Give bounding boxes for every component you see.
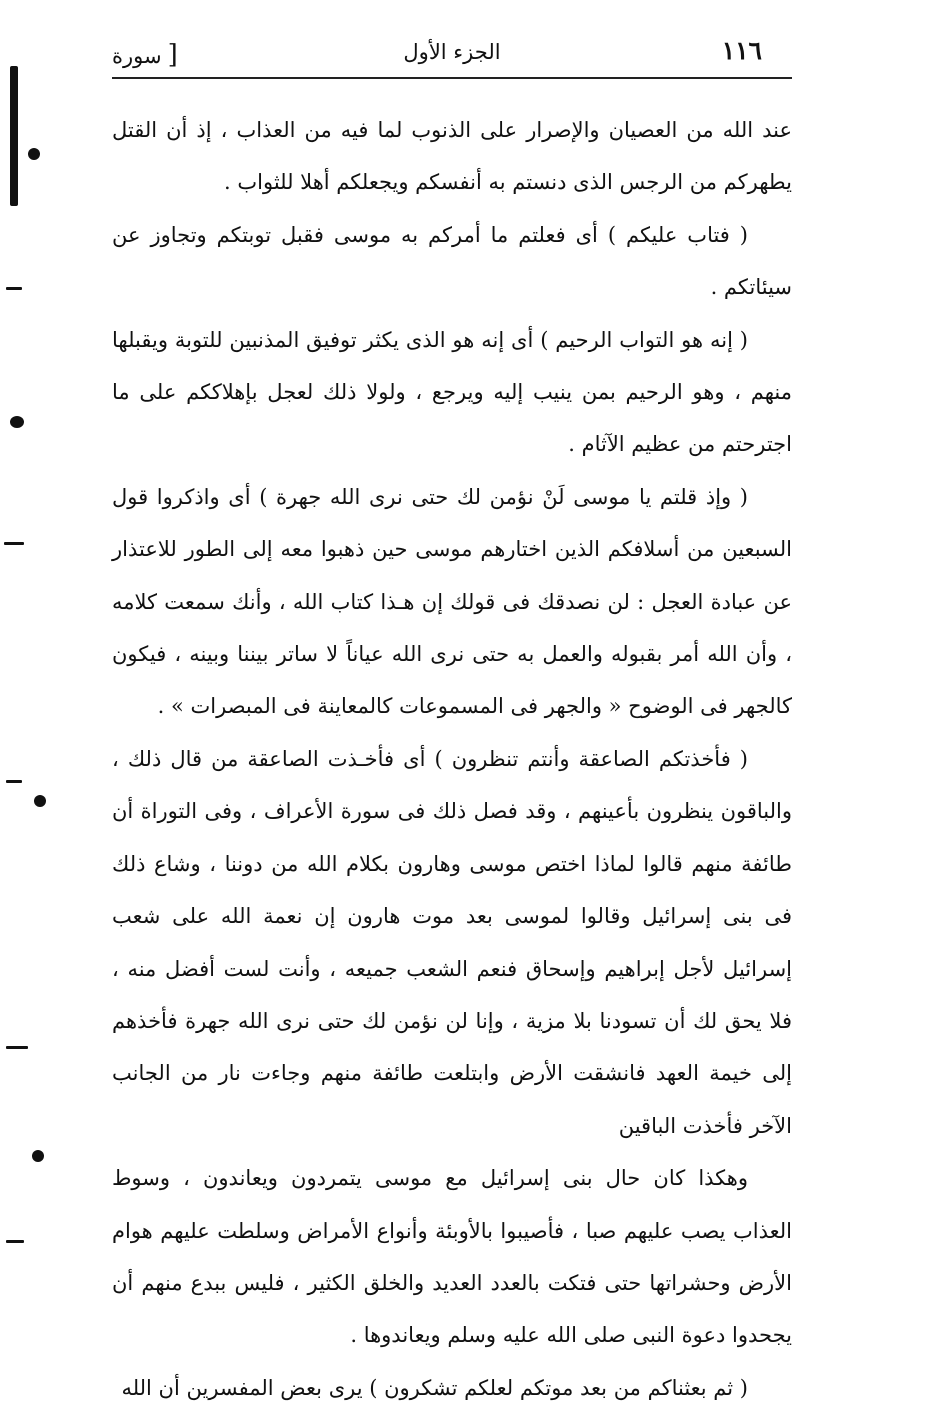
- scan-mark: [6, 780, 22, 783]
- scan-mark: [6, 1240, 24, 1243]
- body-text: [112, 104, 792, 1414]
- ink-blot: [34, 795, 46, 807]
- paragraph: ( إنه هو التواب الرحيم ) أى إنه هو الذى يكثر توفيق المذنبين للتوبة ويقبلها منهم ، وهو الرحيم بمن ينيب إليه ويرجع ، ولولا ذلك لعجل بإهلاككم على ما اجترحتم من عظيم الآثام .: [112, 327, 792, 457]
- surah-label: [112, 40, 178, 70]
- ink-blot: [28, 148, 40, 160]
- scan-edge-marks: [0, 0, 60, 1311]
- page-header: [112, 36, 792, 76]
- running-title: الجزء الأول: [403, 40, 501, 64]
- scan-mark: [6, 287, 22, 290]
- page-number: ١١٦: [721, 36, 762, 65]
- ink-blot: [10, 416, 24, 428]
- ink-blot: [32, 1150, 44, 1162]
- paragraph: ( وإذ قلتم يا موسى لَنْ نؤمن لك حتى نرى الله جهرة ) أى واذكروا قول السبعين من أسلافكم الذين اختارهم موسى حين ذهبوا معه إلى الطور للاعتذار عن عبادة العجل : لن نصدقك فى قولك إن هـذا كتاب الله ، وأنك سمعت كلامه ، وأن الله أمر بقبوله والعمل به حتى نرى الله عياناً لا ساتر بيننا وبينه ، فيكون كالجهر فى الوضوح « والجهر فى المسموعات كالمعاينة فى المبصرات » .: [112, 484, 792, 719]
- surah-label-text: سورة: [112, 44, 162, 68]
- scan-mark: [6, 1046, 28, 1049]
- paragraph: ( فأخذتكم الصاعقة وأنتم تنظرون ) أى فأخـذت الصاعقة من قال ذلك ، والباقون ينظرون بأعينهم ، وقد فصل ذلك فى سورة الأعراف ، وفى التوراة أن طائفة منهم قالوا لماذا اختص موسى وهارون بكلام الله من دوننا ، وشاع ذلك فى بنى إسرائيل وقالوا لموسى بعد موت هارون إن نعمة الله على شعب إسرائيل لأجل إبراهيم وإسحاق فنعم الشعب جميعه ، وأنت لست أفضل منه ، فلا يحق لك أن تسودنا بلا مزية ، وإنا لن نؤمن لك حتى نرى الله جهرة فأخذهم إلى خيمة العهد فانشقت الأرض وابتلعت طائفة منهم وجاءت نار من الجانب الآخر فأخذت الباقين: [112, 746, 792, 1138]
- paragraph: وهكذا كان حال بنى إسرائيل مع موسى يتمردون ويعاندون ، وسوط العذاب يصب عليهم صبا ، فأصيبوا بالأوبئة وأنواع الأمراض وسلطت عليهم هوام الأرض وحشراتها حتى فتكت بالعدد العديد والخلق الكثير ، فليس ببدع منهم أن يجحدوا دعوة النبى صلى الله عليه وسلم ويعاندوها .: [112, 1166, 793, 1348]
- binding-shadow: [10, 66, 18, 206]
- paragraph: ( فتاب عليكم ) أى فعلتم ما أمركم به موسى فقبل توبتكم وتجاوز عن سيئاتكم .: [112, 222, 792, 300]
- paragraph: ( ثم بعثناكم من بعد موتكم لعلكم تشكرون ) يرى بعض المفسرين أن الله: [121, 1375, 748, 1400]
- bracket-mark: [: [167, 40, 178, 70]
- scan-mark: [4, 542, 24, 545]
- paragraph: عند الله من العصيان والإصرار على الذنوب لما فيه من العذاب ، إذ أن القتل يطهركم من الرجس الذى دنستم به أنفسكم ويجعلكم أهلا للثواب .: [112, 118, 792, 195]
- header-rule: [112, 77, 792, 79]
